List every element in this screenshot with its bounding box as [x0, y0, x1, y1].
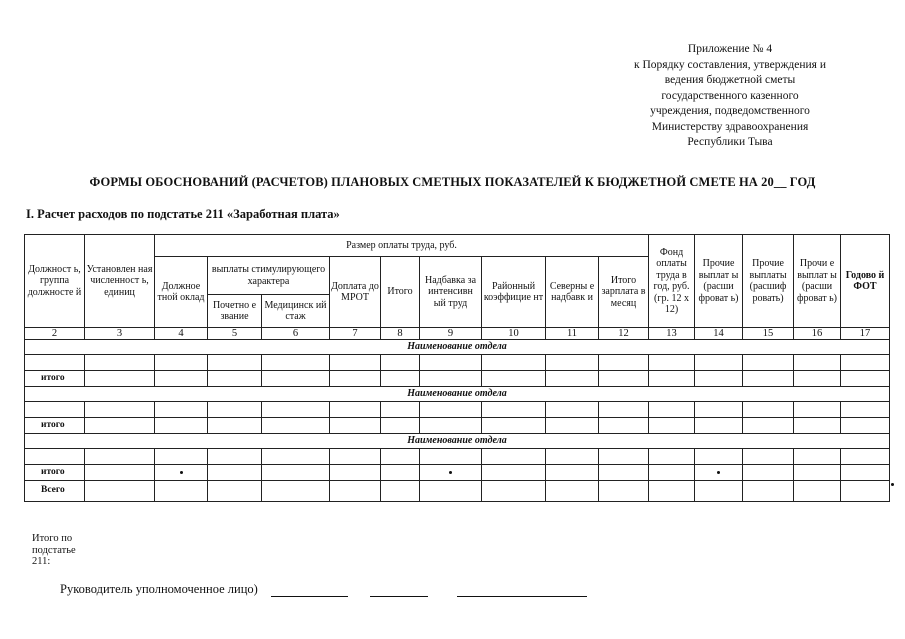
ink-dot	[717, 471, 720, 474]
ink-dot	[180, 471, 183, 474]
column-number: 10	[482, 328, 546, 340]
department-row	[25, 387, 890, 402]
header-annual-fot: Годово й ФОТ	[841, 235, 890, 328]
column-number: 14	[695, 328, 743, 340]
appendix-line: к Порядку составления, утверждения и	[634, 58, 826, 71]
header-regional-coefficient: Районный коэффицие нт	[482, 257, 546, 328]
appendix-line: ведения бюджетной сметы	[664, 74, 796, 86]
column-number: 6	[262, 328, 330, 340]
column-number: 9	[420, 328, 482, 340]
column-number: 2	[25, 328, 85, 340]
signature-line-position	[271, 596, 348, 597]
header-subtotal: Итого	[381, 257, 420, 328]
signature-line-sign	[370, 596, 428, 597]
signature-label: Руководитель уполномоченное лицо)	[60, 582, 258, 596]
header-incentive-payments: выплаты стимулирующего характера	[208, 257, 330, 295]
subtotal-caption-line: 211:	[32, 556, 51, 567]
appendix-line: Министерству здравоохранения	[651, 120, 809, 133]
subtotal-row	[25, 418, 890, 434]
column-number: 16	[794, 328, 841, 340]
header-position: Должност ь, группа должносте й	[25, 235, 85, 328]
header-other-payments-2: Прочие выплаты (расшиф ровать)	[743, 235, 794, 328]
column-number: 11	[546, 328, 599, 340]
header-pay-size: Размер оплаты труда, руб.	[155, 235, 649, 257]
department-name: Наименование отдела	[25, 434, 890, 449]
subtotal-caption	[32, 533, 76, 568]
column-number: 17	[841, 328, 890, 340]
column-number: 7	[330, 328, 381, 340]
header-mrot-supplement: Доплата до МРОТ	[330, 257, 381, 328]
column-number: 3	[85, 328, 155, 340]
column-number: 12	[599, 328, 649, 340]
header-northern-allowance: Северны е надбавк и	[546, 257, 599, 328]
department-row	[25, 340, 890, 355]
ink-dot	[891, 483, 894, 486]
department-row	[25, 434, 890, 449]
salary-calculation-table	[24, 234, 890, 502]
subtotal-label: итого	[25, 465, 85, 481]
column-number: 8	[381, 328, 420, 340]
header-intensity-bonus: Надбавка за интенсивн ый труд	[420, 257, 482, 328]
section-title: I. Расчет расходов по подстатье 211 «Заработная плата»	[26, 207, 340, 221]
subtotal-label: итого	[25, 418, 85, 434]
column-number: 15	[743, 328, 794, 340]
subtotal-caption-line: подстатье	[32, 544, 76, 556]
header-honorary-title: Почетно е звание	[208, 295, 262, 328]
column-number: 4	[155, 328, 208, 340]
document-title: ФОРМЫ ОБОСНОВАНИЙ (РАСЧЕТОВ) ПЛАНОВЫХ СМЕТНЫХ ПОКАЗАТЕЛЕЙ К БЮДЖЕТНОЙ СМЕТЕ НА 20__ ГОД	[89, 175, 816, 189]
appendix-line: учреждения, подведомственного	[650, 105, 810, 117]
header-annual-fund: Фонд оплаты труда в год, руб. (гр. 12 х 12)	[649, 235, 695, 328]
table-row	[25, 355, 890, 371]
appendix-line: Приложение № 4	[687, 43, 773, 55]
grand-total-row	[25, 481, 890, 502]
table-row	[25, 402, 890, 418]
header-monthly-total: Итого зарплата в месяц	[599, 257, 649, 328]
header-medical-experience: Медицинск ий стаж	[262, 295, 330, 328]
grand-total-label: Всего	[25, 481, 85, 502]
header-headcount: Установлен ная численност ь, единиц	[85, 235, 155, 328]
subtotal-label: итого	[25, 371, 85, 387]
appendix-line: государственного казенного	[661, 89, 799, 102]
appendix-header	[615, 42, 845, 151]
subtotal-row	[25, 465, 890, 481]
column-numbers-row	[25, 328, 890, 340]
department-name: Наименование отдела	[25, 387, 890, 402]
subtotal-row	[25, 371, 890, 387]
column-number: 5	[208, 328, 262, 340]
appendix-line: Республики Тыва	[687, 136, 773, 148]
column-number: 13	[649, 328, 695, 340]
department-name: Наименование отдела	[25, 340, 890, 355]
signature-line-name	[457, 596, 587, 597]
subtotal-caption-line: Итого по	[32, 533, 73, 544]
header-other-payments-3: Прочи е выплат ы (расши фроват ь)	[794, 235, 841, 328]
header-base-salary: Должное тной оклад	[155, 257, 208, 328]
header-other-payments-1: Прочие выплат ы (расши фроват ь)	[695, 235, 743, 328]
table-row	[25, 449, 890, 465]
ink-dot	[449, 471, 452, 474]
